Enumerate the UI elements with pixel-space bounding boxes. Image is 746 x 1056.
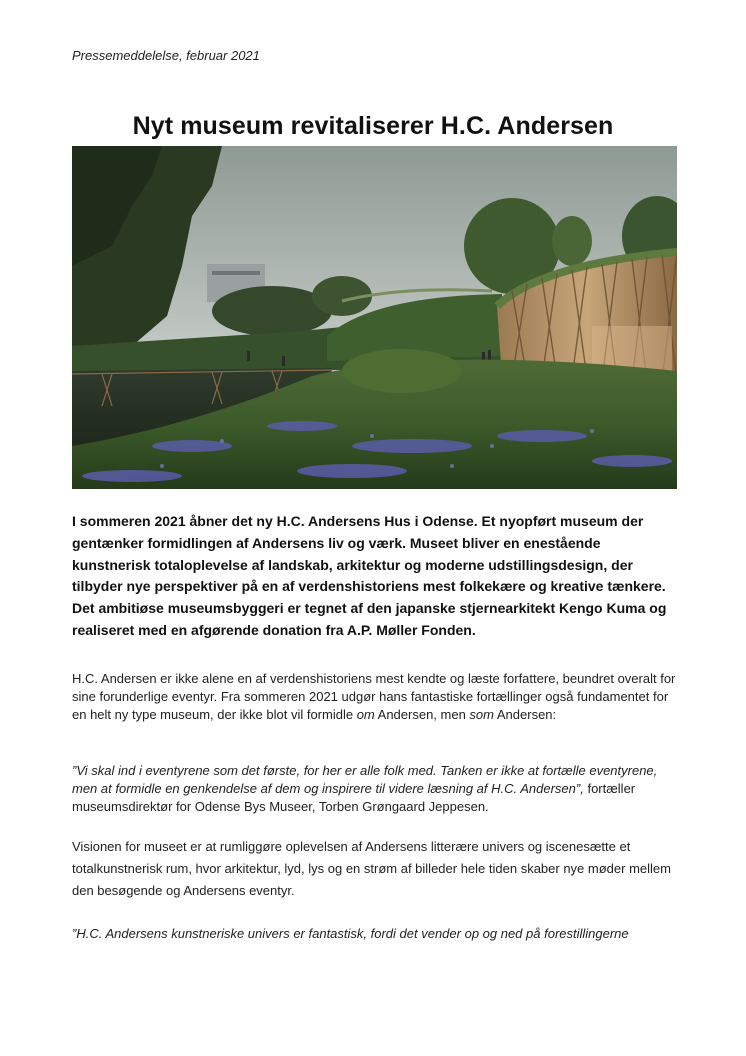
- p1-text-b: Andersen, men: [374, 707, 470, 723]
- quote-paragraph-2: ”H.C. Andersens kunstneriske univers er fantastisk, fordi det vender op og ned på forestillingerne: [72, 926, 629, 941]
- p1-emphasis-som: som: [469, 707, 494, 723]
- director-quote: ”Vi skal ind i eventyrene som det første, for her er alle folk med. Tanken er ikke at fortælle eventyrene, men at formidle en genkendelse af dem og inspirere til videre læsning af H.C. Andersen”,: [72, 763, 658, 797]
- dateline: Pressemeddelelse, februar 2021: [72, 48, 260, 63]
- p1-emphasis-om: om: [356, 707, 375, 723]
- quote-paragraph: [72, 762, 677, 817]
- body-paragraph-vision: Visionen for museet er at rumliggøre oplevelsen af Andersens litterære univers og iscenesætte et totalkunstnerisk rum, hvor arkitektur, lyd, lys og en strøm af billeder hele tiden skaber nye møder mellem den besøgende og Andersens eventyr.: [72, 839, 671, 898]
- headline: Nyt museum revitaliserer H.C. Andersen: [132, 112, 614, 140]
- p1-text-c: Andersen:: [493, 707, 557, 723]
- lead-paragraph: I sommeren 2021 åbner det ny H.C. Andersens Hus i Odense. Et nyopført museum der gentænker formidlingen af Andersens liv og værk. Museet bliver en enestående kunstnerisk totaloplevelse af landskab, arkitektur og moderne udstillingsdesign, der tilbyder nye perspektiver på en af verdenshistoriens mest folkekære og kreative tænkere. Det ambitiøse museumsbyggeri er tegnet af den japanske stjernearkitekt Kengo Kuma og realiseret med en afgørende donation fra A.P. Møller Fonden.: [72, 513, 667, 638]
- quote-attribution: fortæller museumsdirektør for Odense Bys Museer, Torben Grøngaard Jeppesen.: [72, 781, 636, 815]
- body-paragraph-1: [72, 670, 677, 725]
- museum-rendering-image: [72, 146, 677, 489]
- p1-text-a: H.C. Andersen er ikke alene en af verdenshistoriens mest kendte og læste forfattere, beundret overalt for sine forunderlige eventyr. Fra sommeren 2021 udgør hans fantastiske fortællinger også fundamentet for en helt ny type museum, der ikke blot vil formidle: [72, 671, 676, 723]
